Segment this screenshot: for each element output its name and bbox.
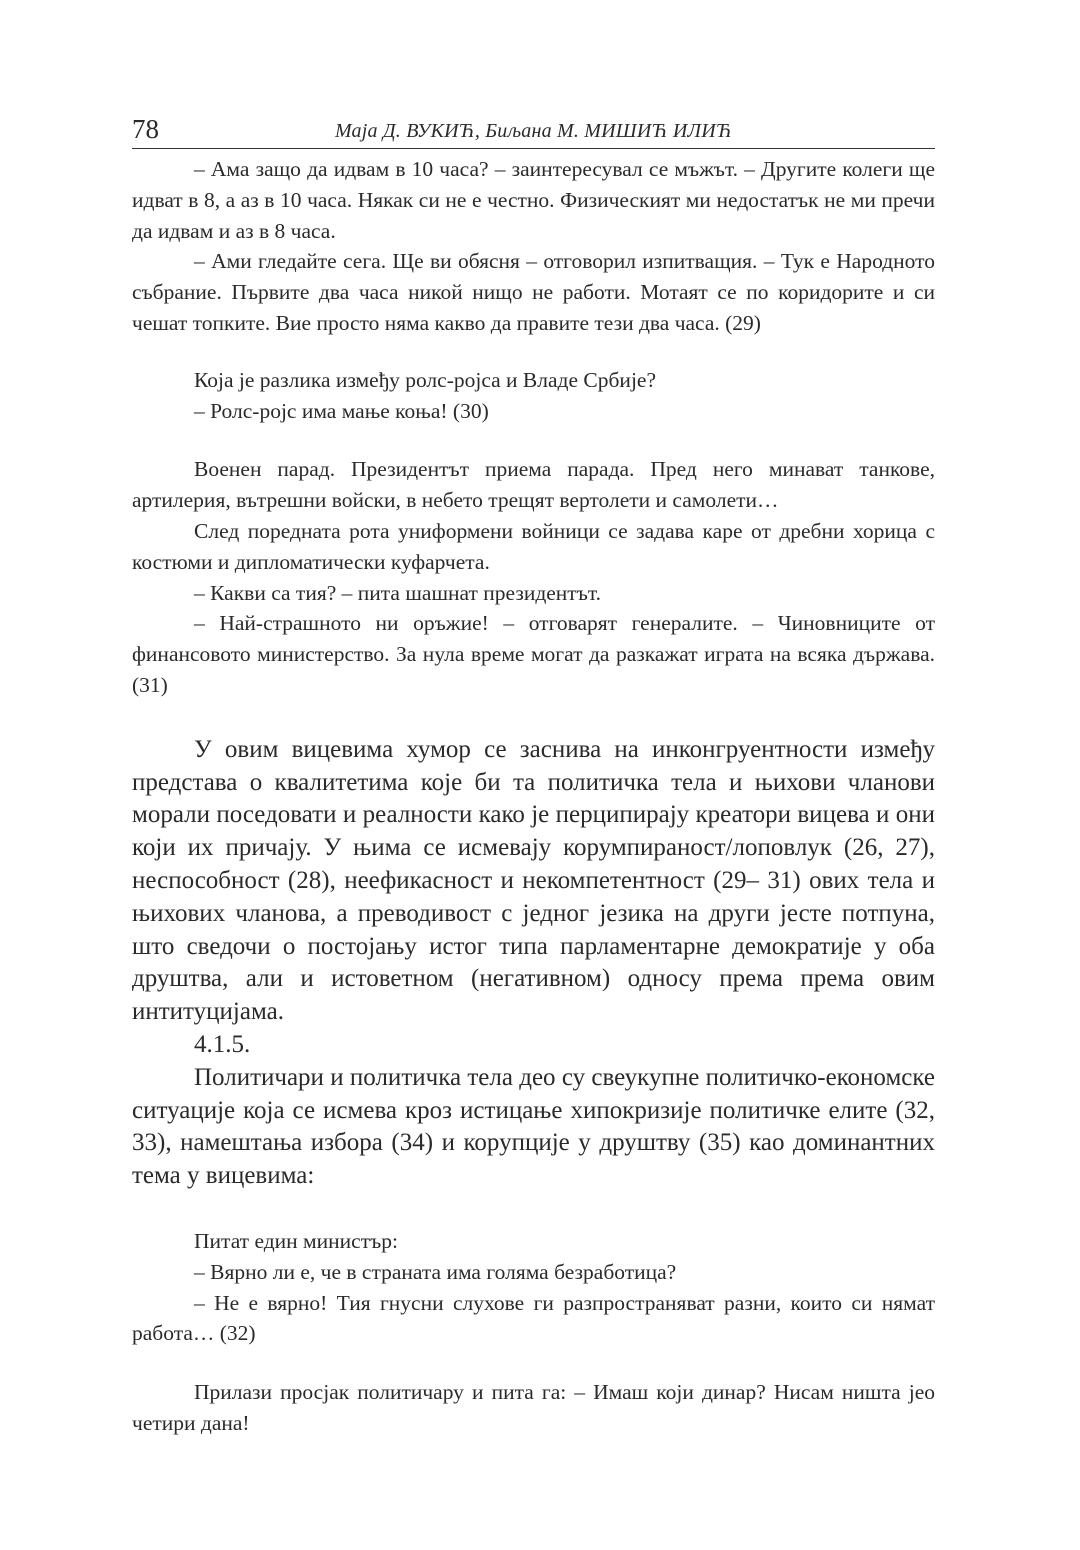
page-header <box>132 112 935 149</box>
page-body <box>132 154 935 1439</box>
spacer <box>132 701 935 734</box>
spacer <box>132 1349 935 1377</box>
spacer <box>132 1193 935 1226</box>
joke-paragraph: Военен парад. Президентът приема парада. Пред него минават танкове, артилерия, вътрешни войски, в небето трещят вертолети и самолети… <box>132 457 935 513</box>
joke-paragraph: – Ама защо да идвам в 10 часа? – заинтересувал се мъжът. – Другите колеги ще идват в 8, а аз в 10 часа. Някак си не е честно. Физическият ми недостатък не ми пречи да идвам и аз в 8 часа. <box>132 157 935 243</box>
section-number: 4.1.5. <box>194 1030 251 1058</box>
body-paragraph: У овим вицевима хумор се заснива на инконгруентности између представа о квалитетима које би та политичка тела и њихови чланови морали поседовати и реалности како је перципирају креатори вицева и они који их причају. У њима се исмевају корумпираност/лоповлук (26, 27), неспособност (28), неефикасност и некомпетентност (29– 31) ових тела и њихових чланова, а преводивост с једног језика на други јесте потпуна, што сведочи о постојању истог типа парламентарне демократије у оба друштва, али и истоветном (негативном) односу према према овим интитуцијама. <box>132 735 935 1026</box>
joke-paragraph: – Какви са тия? – пита шашнат президентът. <box>194 580 601 605</box>
body-paragraph: Политичари и политичка тела део су свеукупне политичко-економске ситуације која се исмева кроз истицање хипокризије политичке елите (32, 33), намештања избора (34) и корупције у друштву (35) као доминантних тема у вицевима: <box>132 1063 935 1190</box>
joke-paragraph: Питат един министър: <box>194 1228 398 1253</box>
joke-paragraph: – Най-страшното ни оръжие! – отговарят генералите. – Чиновниците от финансовото министерство. За нула време могат да разкажат играта на всяка държава. (31) <box>132 611 935 697</box>
running-head: Маја Д. ВУКИЋ, Биљана М. МИШИЋ ИЛИЋ <box>334 120 733 142</box>
joke-paragraph: – Ами гледайте сега. Ще ви обясня – отговорил изпитващия. – Тук е Народното събрание. Първите два часа никой нищо не работи. Мотаят се по коридорите и си чешат топките. Вие просто няма какво да правите тези два часа. (29) <box>132 249 935 335</box>
spacer <box>132 426 935 454</box>
joke-line: Која је разлика између ролс-ројса и Владе Србије? <box>194 367 656 392</box>
joke-paragraph: – Вярно ли е, че в страната има голяма безработица? <box>194 1259 677 1284</box>
joke-paragraph: Прилази просјак политичару и пита га: – Имаш који динар? Нисам ништа јео четири дана! <box>132 1380 935 1435</box>
joke-paragraph: – Не е вярно! Тия гнусни слухове ги разпространяват разни, които си нямат работа… (32) <box>132 1290 935 1346</box>
joke-line: – Ролс-ројс има мање коња! (30) <box>194 398 489 423</box>
joke-paragraph: След поредната рота униформени войници се задава каре от дребни хорица с костюми и дипломатически куфарчета. <box>132 518 935 574</box>
spacer <box>132 339 935 365</box>
page-number: 78 <box>132 114 159 144</box>
